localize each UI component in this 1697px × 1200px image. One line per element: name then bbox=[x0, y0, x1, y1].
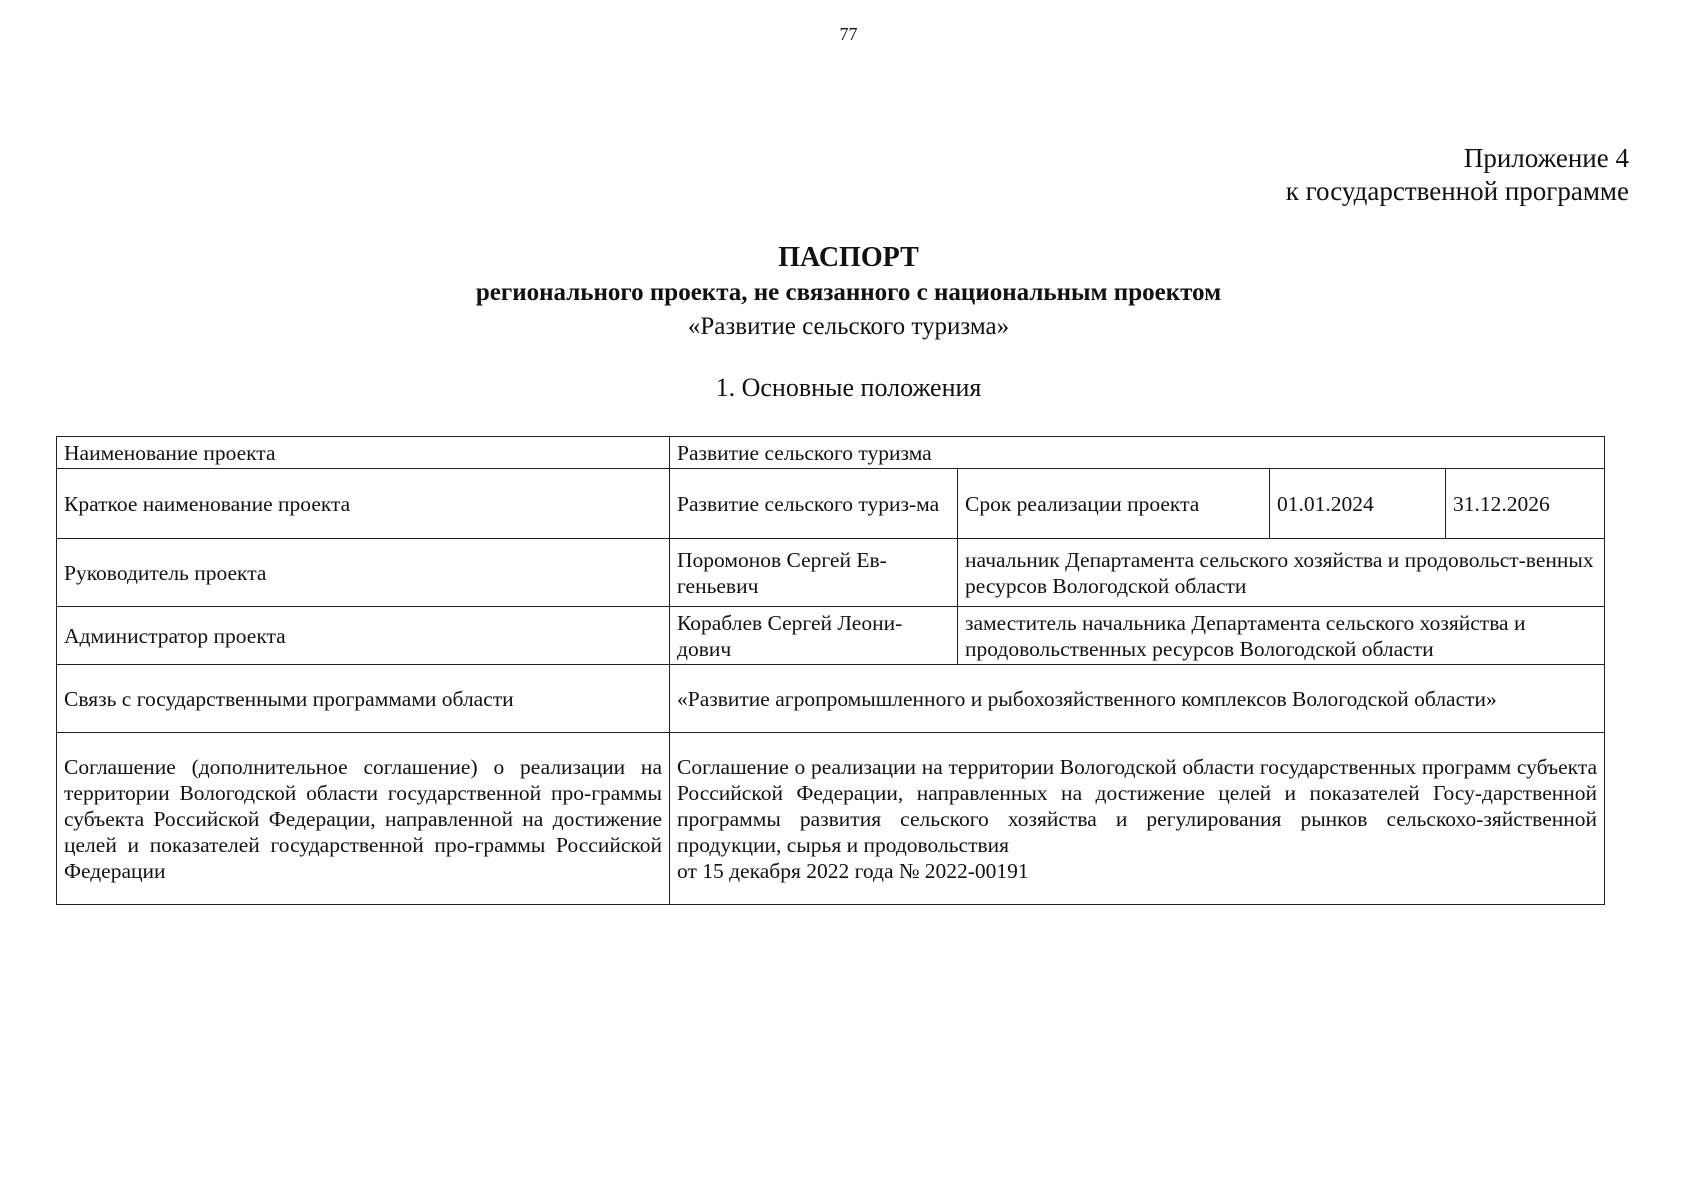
cell-position: начальник Департамента сельского хозяйства и продовольст-венных ресурсов Вологодской области bbox=[958, 539, 1605, 607]
cell-short-name: Развитие сельского туриз-ма bbox=[670, 469, 958, 539]
cell-label: Связь с государственными программами области bbox=[57, 665, 670, 733]
cell-label: Администратор проекта bbox=[57, 607, 670, 665]
document-title bbox=[0, 240, 1697, 344]
cell-start-date: 01.01.2024 bbox=[1270, 469, 1446, 539]
cell-label: Соглашение (дополнительное соглашение) о реализации на территории Вологодской области государственной про-граммы субъекта Российской Федерации, направленной на достижение целей и показателей государственной про-граммы Российской Федерации bbox=[57, 733, 670, 905]
cell-label: Наименование проекта bbox=[57, 437, 670, 469]
cell-person: Поромонов Сергей Ев-геньевич bbox=[670, 539, 958, 607]
cell-value: «Развитие агропромышленного и рыбохозяйственного комплексов Вологодской области» bbox=[670, 665, 1605, 733]
table-row-agreement bbox=[57, 733, 1605, 905]
appendix-line-2: к государственной программе bbox=[1285, 176, 1629, 206]
cell-end-date: 31.12.2026 bbox=[1446, 469, 1605, 539]
appendix-note bbox=[1286, 142, 1629, 208]
table-row-administrator bbox=[57, 607, 1605, 665]
cell-term-label: Срок реализации проекта bbox=[958, 469, 1270, 539]
project-name-title: «Развитие сельского туризма» bbox=[687, 313, 1010, 340]
cell-value: Развитие сельского туризма bbox=[670, 437, 1605, 469]
title-subtitle: регионального проекта, не связанного с национальным проектом bbox=[475, 279, 1222, 306]
table-row-programs-link bbox=[57, 665, 1605, 733]
agreement-text: Соглашение о реализации на территории Вологодской области государственных программ субъекта Российской Федерации, направленных на достижение целей и показателей Госу-дарственной программы развития сельского хозяйства и регулирования рынков сельскохо-зяйственной продукции, сырья и продовольствия bbox=[677, 754, 1598, 857]
table-row-head bbox=[57, 539, 1605, 607]
section-title: 1. Основные положения bbox=[715, 373, 982, 402]
appendix-line-1: Приложение 4 bbox=[1463, 143, 1629, 173]
table-row-short-name bbox=[57, 469, 1605, 539]
agreement-date: от 15 декабря 2022 года № 2022-00191 bbox=[677, 858, 1029, 883]
passport-table bbox=[56, 436, 1605, 905]
cell-person: Кораблев Сергей Леони-дович bbox=[670, 607, 958, 665]
cell-position: заместитель начальника Департамента сельского хозяйства и продовольственных ресурсов Вологодской области bbox=[958, 607, 1605, 665]
page-number: 77 bbox=[839, 24, 858, 44]
title-main: ПАСПОРТ bbox=[778, 242, 919, 273]
cell-label: Руководитель проекта bbox=[57, 539, 670, 607]
cell-agreement bbox=[670, 733, 1605, 905]
cell-label: Краткое наименование проекта bbox=[57, 469, 670, 539]
table-row-project-name bbox=[57, 437, 1605, 469]
